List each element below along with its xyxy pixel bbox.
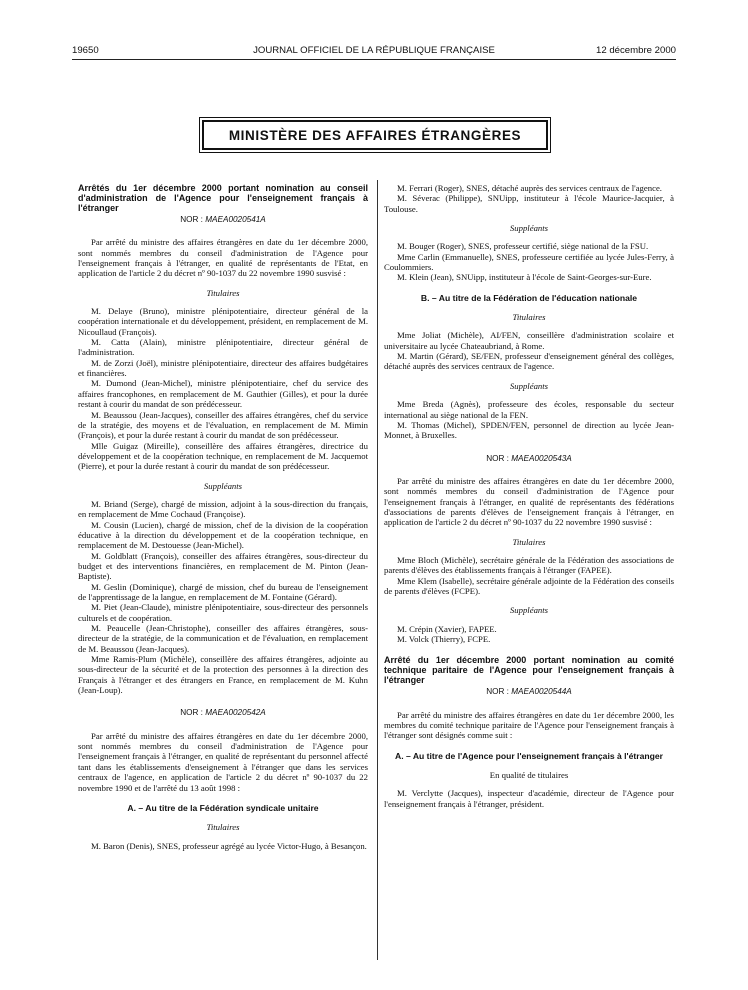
member-entry: M. Briand (Serge), chargé de mission, adjoint à la sous-direction du français, en remplacement de Mme Cochaud (Françoise). xyxy=(78,498,368,520)
member-entry: M. Delaye (Bruno), ministre plénipotentiaire, directeur général de la coopération internationale et du développement, président, en remplacement de M. Nicoullaud (François). xyxy=(78,306,368,337)
member-entry: M. Geslin (Dominique), chargé de mission, chef du bureau de l'enseignement de l'apprentissage de la langue, en remplacement de M. Fontaine (Gérard). xyxy=(78,581,368,602)
member-list xyxy=(384,241,674,282)
nor-reference: NOR : MAEA0020542A xyxy=(180,708,266,718)
nor-reference: NOR : MAEA0020543A xyxy=(486,453,572,463)
member-entry: M. Klein (Jean), SNUipp, instituteur à l'école de Saint-Georges-sur-Eure. xyxy=(397,272,652,283)
member-entry: M. de Zorzi (Joël), ministre plénipotentiaire, directeur des affaires budgétaires et financières. xyxy=(78,357,368,379)
member-entry: Mme Breda (Agnès), professeure des écoles, responsable du secteur international au siège national de la FEN. xyxy=(384,399,674,420)
member-entry: M. Beaussou (Jean-Jacques), conseiller des affaires étrangères, chef du service de la stratégie, des moyens et de l'évaluation, en remplacement de M. Mimin (François), et pour la durée restant à courir du mandat de son prédécesseur. xyxy=(78,409,368,441)
member-entry: M. Baron (Denis), SNES, professeur agrégé au lycée Victor-Hugo, à Besançon. xyxy=(91,840,367,851)
page-number: 19650 xyxy=(72,45,99,56)
member-entry: M. Dumond (Jean-Michel), ministre plénipotentiaire, chef du service des affaires francophones, en remplacement de M. Gauthier (Gilles), et pour la durée restant à courir du mandat de son prédécesseur. xyxy=(78,378,368,410)
nor-reference: NOR : MAEA0020544A xyxy=(486,687,572,697)
decree-intro: Par arrêté du ministre des affaires étrangères en date du 1er décembre 2000, les membres du comité technique paritaire de l'Agence pour l'enseignement français à l'étranger sont désignés comme suit : xyxy=(384,709,674,741)
member-entry: Mme Carlin (Emmanuelle), SNES, professeure certifiée au lycée Jules-Ferry, à Coulommiers. xyxy=(384,251,674,273)
ministry-banner xyxy=(202,120,548,150)
decree-title: Arrêtés du 1er décembre 2000 portant nomination au conseil d'administration de l'Agence pour l'enseignement français à l'étranger xyxy=(78,183,368,213)
nor-reference: NOR : MAEA0020541A xyxy=(180,215,266,224)
section-heading: Suppléants xyxy=(203,480,243,491)
member-entry: M. Martin (Gérard), SE/FEN, professeur d'enseignement général des collèges, détaché auprès des services centraux de l'agence. xyxy=(384,351,674,372)
right-column xyxy=(384,183,674,809)
section-heading: Titulaires xyxy=(512,312,546,323)
member-entry: M. Catta (Alain), ministre plénipotentiaire, directeur général de l'administration. xyxy=(78,337,368,358)
member-entry: M. Cousin (Lucien), chargé de mission, chef de la division de la coopération éducative à la direction du développement et de la coopération technique, en remplacement de M. Destouesse (Jean-Michel). xyxy=(78,519,368,551)
member-list xyxy=(384,555,674,596)
member-entry: M. Séverac (Philippe), SNUipp, instituteur à l'école Maurice-Jacquier, à Toulouse. xyxy=(384,193,674,214)
member-entry: Mme Klem (Isabelle), secrétaire générale adjointe de la Fédération des conseils de parents d'élèves (FCPE). xyxy=(384,575,674,596)
member-entry: M. Peaucelle (Jean-Christophe), conseiller des affaires étrangères, sous-directeur de la stratégie, de la communication et de l'évaluation, en remplacement de M. Beaussou (Jean-Jacques). xyxy=(78,623,368,654)
section-heading: En qualité de titulaires xyxy=(489,770,569,781)
member-entry: M. Ferrari (Roger), SNES, détaché auprès des services centraux de l'agence. xyxy=(397,183,662,193)
member-entry: Mme Bloch (Michèle), secrétaire générale de la Fédération des associations de parents d'élèves des établissements français à l'étranger (FAPEE). xyxy=(384,554,674,576)
member-entry: M. Thomas (Michel), SPDEN/FEN, personnel de direction au lycée Jean-Monnet, à Bruxelles. xyxy=(384,419,674,441)
section-heading: Suppléants xyxy=(509,380,549,391)
column-divider xyxy=(377,180,378,960)
issue-date: 12 décembre 2000 xyxy=(595,45,676,56)
member-entry: M. Bouger (Roger), SNES, professeur certifié, siège national de la FSU. xyxy=(397,241,649,252)
section-title: A. – Au titre de l'Agence pour l'enseignement français à l'étranger xyxy=(395,750,663,761)
member-entry: M. Verclytte (Jacques), inspecteur d'académie, directeur de l'Agence pour l'enseignement français à l'étranger, président. xyxy=(384,788,674,809)
member-list xyxy=(384,624,674,645)
member-entry: Mlle Guigaz (Mireille), conseillère des affaires étrangères, directrice du développement et de la coopération technique, en remplacement de M. Jacquemot (Pierre), et pour la durée restant à courir du mandat de son prédécesseur. xyxy=(78,440,368,472)
section-heading: Titulaires xyxy=(206,822,240,833)
journal-title: JOURNAL OFFICIEL DE LA RÉPUBLIQUE FRANÇAISE xyxy=(253,45,495,56)
member-list xyxy=(78,306,368,472)
member-entry: Mme Joliat (Michèle), AI/FEN, conseillère d'administration scolaire et universitaire au lycée Chateaubriand, à Rome. xyxy=(384,330,674,351)
member-list xyxy=(384,788,674,809)
member-entry: Mme Ramis-Plum (Michèle), conseillère des affaires étrangères, adjointe au sous-directeur de la sécurité et de la protection des personnes à la direction des Français à l'étranger et des étrangers en France, en remplacement de M. Kuhn (Jean-Loup). xyxy=(78,654,368,696)
member-list xyxy=(78,841,368,851)
decree-intro: Par arrêté du ministre des affaires étrangères en date du 1er décembre 2000, sont nommés membres du conseil d'administration de l'Agence pour l'enseignement français à l'étranger, en qualité de représentants de l'Etat, en application de l'article 2 du décret nº 90-1037 du 22 novembre 1990 susvisé : xyxy=(78,237,368,279)
member-entry: M. Piet (Jean-Claude), ministre plénipotentiaire, sous-directeur des personnels culturels et de coopération. xyxy=(78,602,368,623)
member-list xyxy=(384,183,674,214)
member-list xyxy=(78,499,368,696)
decree-title: Arrêté du 1er décembre 2000 portant nomination au comité technique paritaire de l'Agence pour l'enseignement français à l'étranger xyxy=(384,655,674,686)
section-heading: Titulaires xyxy=(206,287,240,298)
section-heading: Titulaires xyxy=(512,536,546,547)
decree-intro: Par arrêté du ministre des affaires étrangères en date du 1er décembre 2000, sont nommés membres du conseil d'administration de l'Agence pour l'enseignement français à l'étranger, en qualité de représentants des fédérations d'associations de parents d'élèves de l'enseignement français à l'étranger, en application de l'article 2 du décret nº 90-1037 du 22 novembre 1990 susvisé : xyxy=(384,475,674,528)
section-title: B. – Au titre de la Fédération de l'éducation nationale xyxy=(420,292,638,303)
ministry-title: MINISTÈRE DES AFFAIRES ÉTRANGÈRES xyxy=(228,127,522,143)
section-title: A. – Au titre de la Fédération syndicale unitaire xyxy=(127,802,319,813)
member-entry: M. Goldblatt (François), conseiller des affaires étrangères, sous-directeur du budget et des interventions financières, en remplacement de M. Pinton (Jean-Baptiste). xyxy=(78,550,368,582)
member-entry: M. Crépin (Xavier), FAPEE. xyxy=(397,623,497,634)
member-list xyxy=(384,399,674,440)
decree-intro: Par arrêté du ministre des affaires étrangères en date du 1er décembre 2000, sont nommés membres du conseil d'administration de l'Agence pour l'enseignement français à l'étranger, en qualité de représentant du personnel affecté tant dans les établissements d'enseignement à l'étranger que dans les services centraux de l'agence, en application de l'article 2 du décret nº 90-1037 du 22 novembre 1990 et de l'arrêté du 13 août 1998 : xyxy=(78,730,368,793)
member-list xyxy=(384,330,674,371)
member-entry: M. Volck (Thierry), FCPE. xyxy=(397,634,491,644)
page-header xyxy=(72,45,676,60)
left-column xyxy=(78,183,368,851)
section-heading: Suppléants xyxy=(509,223,549,234)
section-heading: Suppléants xyxy=(509,605,549,616)
